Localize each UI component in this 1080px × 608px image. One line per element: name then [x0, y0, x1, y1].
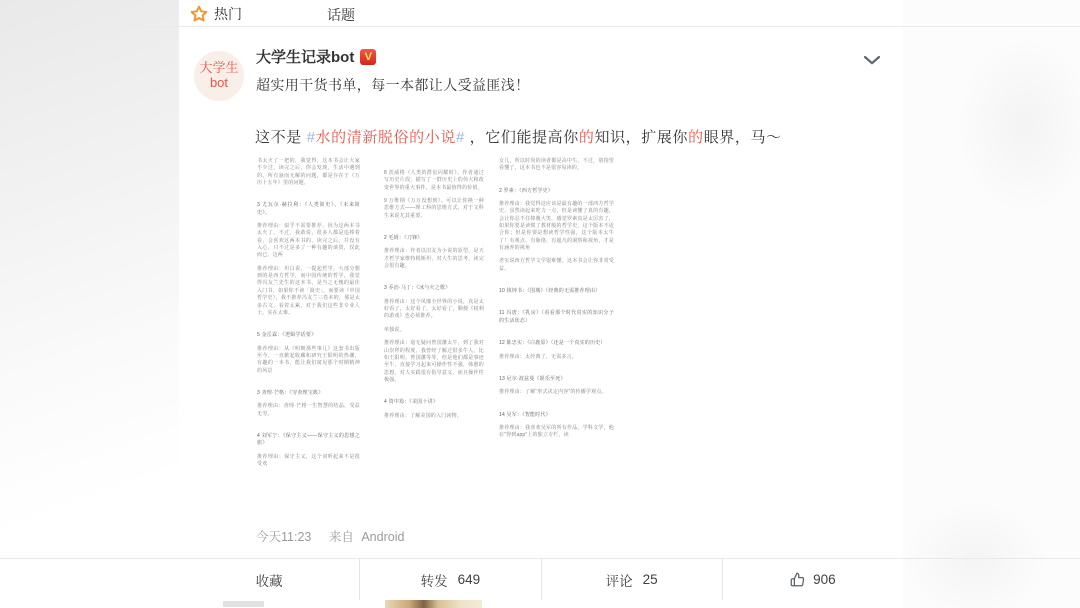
hashtag-close-mark: #: [455, 129, 465, 146]
post-summary-text: 超实用干货书单，每一本都让人受益匪浅！: [256, 77, 530, 93]
star-icon: [189, 4, 209, 24]
booklist-paragraph: 推荐理由：查理·芒格一生智慧的结晶，受益无穷。: [257, 403, 360, 417]
booklist-paragraph: 推荐理由：作者以旧友为小说的原型，是天才哲学家维特根斯坦，对人生的思考，读完会很有趣。: [384, 248, 484, 270]
booklist-paragraph: 推荐理由：了解“形式决定内容”的传播学观点。: [499, 389, 607, 396]
booklist-heading: 5 金岳霖：《逻辑学话要》: [257, 332, 317, 339]
booklist-heading: 14 吴军：《智能时代》: [499, 411, 551, 418]
background-blur-blob: [955, 35, 1080, 215]
booklist-heading: 4 资中筠：《美国十讲》: [384, 399, 439, 406]
avatar-text-line1: 大学生: [199, 60, 239, 76]
content-segment: 眼界，马～: [703, 129, 782, 146]
booklist-paragraph: 9 万维钢《万万没想到》。可以让你换一种思维方式——理工科的思维方式，对于文科生来说尤其重要。: [384, 198, 484, 219]
avatar-text-line2: bot: [209, 75, 229, 90]
booklist-heading: 12 陈忠实：《白鹿原》（还是一个真实的历史）: [499, 340, 606, 347]
booklist-heading: 11 冯唐：《乳房》（看看那个时代真实的知识分子的生活状态）: [499, 310, 614, 324]
booklist-heading: 3 乔治·马丁：《冰与火之歌》: [384, 285, 451, 292]
tab-topic-label: 话题: [327, 7, 355, 23]
source-link[interactable]: Android: [361, 530, 405, 544]
chevron-down-icon: [863, 55, 881, 66]
post-meta-row: [256, 527, 404, 545]
booklist-column-2: [384, 158, 484, 420]
booklist-paragraph: 推荐理由：从《明朝那些事儿》这套书出版至今，一直掀起收藏和研究王阳明的热潮，有趣的一本书，能让我们窥见那个时期精神的风景: [257, 345, 360, 374]
collapse-post-button[interactable]: [863, 53, 883, 65]
highlighted-term: 的: [688, 129, 704, 146]
topbar-divider: [0, 26, 1080, 27]
hashtag-open-mark: #: [306, 129, 316, 146]
attached-booklist-image[interactable]: [255, 156, 752, 520]
booklist-column-1: [257, 158, 360, 468]
tab-hot-label: 热门: [214, 6, 242, 22]
content-segment: 这不是: [255, 129, 307, 146]
thumbs-up-icon: [790, 572, 805, 587]
booklist-heading: 2 毛姆：《刀锋》: [384, 235, 423, 242]
comment-button[interactable]: [541, 559, 722, 600]
booklist-heading: 2 罗素：《西方哲学史》: [499, 187, 554, 194]
booklist-paragraph: 推荐理由：太经典了，无需多言。: [499, 353, 578, 360]
booklist-heading: 3 尤瓦尔·赫拉利：《人类简史》、《未来简史》。: [257, 202, 360, 216]
background-blur-blob: [900, 500, 1050, 608]
page-background-left: [0, 0, 179, 608]
booklist-paragraph: 推荐理由：坦白说，一提起哲学，大部分想到的是西方哲学，而中国传统的哲学，我觉得冯友兰先生的这本书，是当之无愧的最佳入门书，如果你不读「简史」，而要读《中国哲学史》，我不推荐冯友兰三卷本的，那是太多古文，看着太累，对于我们这些非专业人士，实在太难。: [257, 265, 360, 316]
booklist-paragraph: 推荐理由：毫无疑问曾国藩太牛，到了我对山崇拜的程度，我曾经了解过很多牛人，比如王阳明、曾国藩等等，但是他们都是事迹至牛，直接学习起来可操作性不强，韩愈的思想，对人实践很有指导意义，而且操作性极强。: [384, 340, 484, 383]
username[interactable]: 大学生记录bot: [256, 49, 355, 66]
next-post-text-partial: [223, 601, 264, 607]
content-segment: ，它们能提高你: [464, 129, 579, 146]
comment-count: 25: [642, 572, 658, 587]
like-count: 906: [813, 572, 836, 587]
hashtag-topic-link[interactable]: 水的清新脱俗的小说: [315, 129, 456, 146]
highlighted-term: 的: [578, 129, 595, 146]
booklist-paragraph: 推荐理由：似乎不需要推荐，因为这两本书太火了。不过，我敢说，很多人都是追捧着看，会喜欢这两本书的，读完之后，并没有入心，只不过是多了一种有趣的谈资，仅此而已，这两: [257, 223, 360, 259]
action-bar: [179, 559, 903, 600]
favorite-label: 收藏: [255, 573, 283, 589]
like-button[interactable]: [722, 559, 903, 600]
booklist-paragraph: 推荐理由：保守主义，这个词听起来不是很受欢: [257, 453, 360, 467]
timestamp-link[interactable]: 今天11:23: [256, 530, 312, 544]
content-segment: 知识，扩展你: [594, 129, 689, 146]
booklist-paragraph: 8 茨威格《人类的群星闪耀时》。作者通过写历史片段，描写了一群历史上的伟大和改变世界的重大事件，是本书最值得的价值。: [384, 170, 484, 191]
booklist-heading: 4 刘军宁：《保守主义——保守主义的思想之旅》: [257, 432, 360, 447]
favorite-button[interactable]: [179, 559, 359, 600]
booklist-heading: 13 尼尔·波兹曼《娱乐至死》: [499, 375, 566, 382]
booklist-paragraph: 推荐理由：我喜欢吴军的所有作品，学科文学，他在“得到app”上的独立专栏，读: [499, 424, 614, 439]
comment-label: 评论: [605, 573, 633, 589]
booklist-paragraph: 推荐理由：了解美国的入门读物。: [384, 412, 463, 419]
booklist-paragraph: 老实说西方哲学文学很难懂，这本书会让你非常受益。: [499, 258, 614, 272]
post-content-text: [255, 126, 782, 147]
post-card: [179, 0, 903, 608]
booklist-paragraph: 书太火了一把的，我觉得，这本书会让大家不少过，读完之后，你会发现，生活中遇到的，所有悬而无解的问题，都是存在于《万历十五年》里的问题。: [257, 158, 360, 187]
repost-button[interactable]: [359, 559, 540, 600]
booklist-paragraph: 推荐理由：我觉得这应该是最有趣的一部西方哲学史，虽然读起来吃力一点，但是读懂了真的有趣，会让你忍不住捧腹大笑，感觉罗素真是太厉害了，如果你要是读惯了教材般的哲学史，这个版本不适合你；但是你要是想读哲学性强，这个版本太牛了！有观点、有脉络、有超凡的洞察和视角，才是有涵养的视角: [499, 201, 614, 252]
booklist-heading: 10 钱钟书：《围城》（经典的无需推荐理由）: [499, 288, 601, 295]
post-header: [256, 46, 376, 67]
booklist-paragraph: 女儿，所以时尚的读者都是高中生。不过，别指望看懂了，这本书也不是很容易读的。: [499, 158, 614, 172]
verified-badge-icon: V: [360, 49, 376, 65]
next-post-image-partial: [385, 600, 482, 608]
repost-label: 转发: [420, 573, 448, 589]
repost-count: 649: [457, 572, 481, 587]
feed-tab-bar: [179, 0, 903, 26]
tab-topic[interactable]: [327, 5, 355, 25]
tab-hot[interactable]: [189, 2, 242, 26]
booklist-column-3: [499, 158, 614, 440]
booklist-paragraph: 单独说。: [384, 326, 405, 333]
source-prefix: 来自: [328, 530, 354, 544]
booklist-heading: 3 查理·芒格：《穷查理宝典》: [257, 389, 324, 396]
avatar[interactable]: [194, 51, 244, 101]
booklist-paragraph: 推荐理由：这个风靡全世界的小说，真是太好看了，太好看了，太好看了，顺便《权利的游戏》也必须推荐。: [384, 298, 484, 320]
